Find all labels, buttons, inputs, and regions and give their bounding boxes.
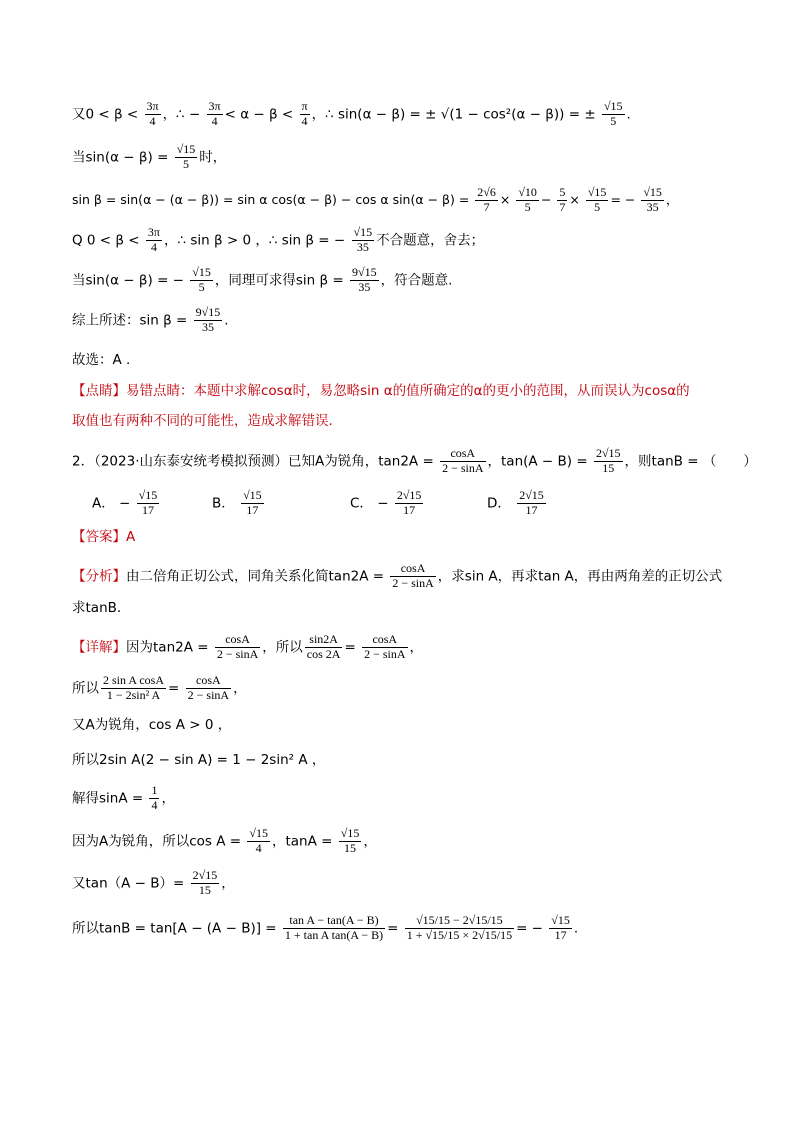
detail-line-5: 解得sinA = $\frac{1}{4}$ ， bbox=[72, 783, 175, 812]
line-6: 综上所述：sin β = $\frac{9√15}{35}$ . bbox=[72, 305, 229, 334]
detail-line-2: 所以 $\frac{\text{2 sin A cosA}}{\text{1 − 2sin² A}}$ = $\frac{\cos A}{2 - \sin A}$ ， bbox=[72, 673, 247, 702]
line-3: sin β = sin(α − (α − β)) = sin α cos(α − β) − cos α sin(α − β) = $\frac{2√6}{7}$ × $\frac{√10}{5}$ − $\frac{5}{7}$ × $\frac{√15}{5}$ = − $\frac{√15}{35}$ ， bbox=[72, 185, 679, 214]
detail-line-6: 因为A为锐角，所以cos A = $\frac{√15}{4}$ ，tanA = $\frac{√15}{15}$ ， bbox=[72, 826, 377, 855]
line-5: 当sin(α − β) = − $\frac{√15}{5}$ ，同理可求得sin β = $\frac{9√15}{35}$ ，符合题意. bbox=[72, 265, 453, 294]
option-b[interactable]: B． $\frac{√15}{17}$ bbox=[212, 488, 262, 517]
answer-label: 【答案】A bbox=[72, 529, 136, 545]
option-d[interactable]: D． $\frac{2√15}{17}$ bbox=[487, 488, 544, 517]
detail-line-3: 又A为锐角，cos A > 0 ， bbox=[72, 717, 232, 733]
line-2: 当sin(α − β) = $\frac{√15}{5}$ 时， bbox=[72, 142, 227, 171]
line-1: 又0 < β < $\frac{3\pi}{4}$ ，∴ − $\frac{3\pi}{4}$ < α − β < $\frac{\pi}{4}$ ，∴ sin(α − β) = ± √(1 − cos²(α − β)) = ± $\frac{√15}{5}$ . bbox=[72, 99, 631, 128]
analysis-line-1: 【分析】由二倍角正切公式，同角关系化简tan2A = $\frac{\cos A}{2 - \sin A}$ ，求sin A，再求tan A，再由两角差的正切公式 bbox=[72, 561, 723, 590]
analysis-line-2: 求tanB. bbox=[72, 600, 122, 616]
option-a[interactable]: A． − $\frac{√15}{17}$ bbox=[92, 488, 158, 517]
detail-line-7: 又tan（A − B）= $\frac{2√15}{15}$ ， bbox=[72, 868, 235, 897]
line-7: 故选：A . bbox=[72, 352, 131, 368]
option-c[interactable]: C． − $\frac{2√15}{17}$ bbox=[350, 488, 422, 517]
note-line-1: 【点睛】易错点睛：本题中求解cosα时，易忽略sin α的值所确定的α的更小的范围，从而误认为cosα的 bbox=[72, 383, 690, 399]
detail-line-8: 所以tanB = tan[A − (A − B)] = $\frac{\text{tan A − tan(A − B)}}{\text{1 + tan A tan(A − B)}}$ = $\frac{√15/15 - 2√15/15}{1 + √15/15 \times 2√15/15}$ = − $\frac{√15}{17}$ . bbox=[72, 913, 579, 942]
question-2: 2．（2023·山东泰安统考模拟预测）已知A为锐角，tan2A = $\frac{\cos A}{2 - \sin A}$ ，tan(A − B) = $\frac{2√15}{15}$ ，则tanB = （ ） bbox=[72, 446, 757, 475]
detail-line-1: 【详解】因为tan2A = $\frac{\cos A}{2 - \sin A}$ ，所以 $\frac{\sin 2A}{\cos 2A}$ = $\frac{\cos A}{2 - \sin A}$ ， bbox=[72, 632, 423, 661]
line-4: Q 0 < β < $\frac{3\pi}{4}$ ，∴ sin β > 0 ，∴ sin β = − $\frac{√15}{35}$ 不合题意，舍去； bbox=[72, 225, 485, 254]
note-line-2: 取值也有两种不同的可能性，造成求解错误. bbox=[72, 413, 333, 429]
detail-line-4: 所以2sin A(2 − sin A) = 1 − 2sin² A ， bbox=[72, 752, 326, 768]
